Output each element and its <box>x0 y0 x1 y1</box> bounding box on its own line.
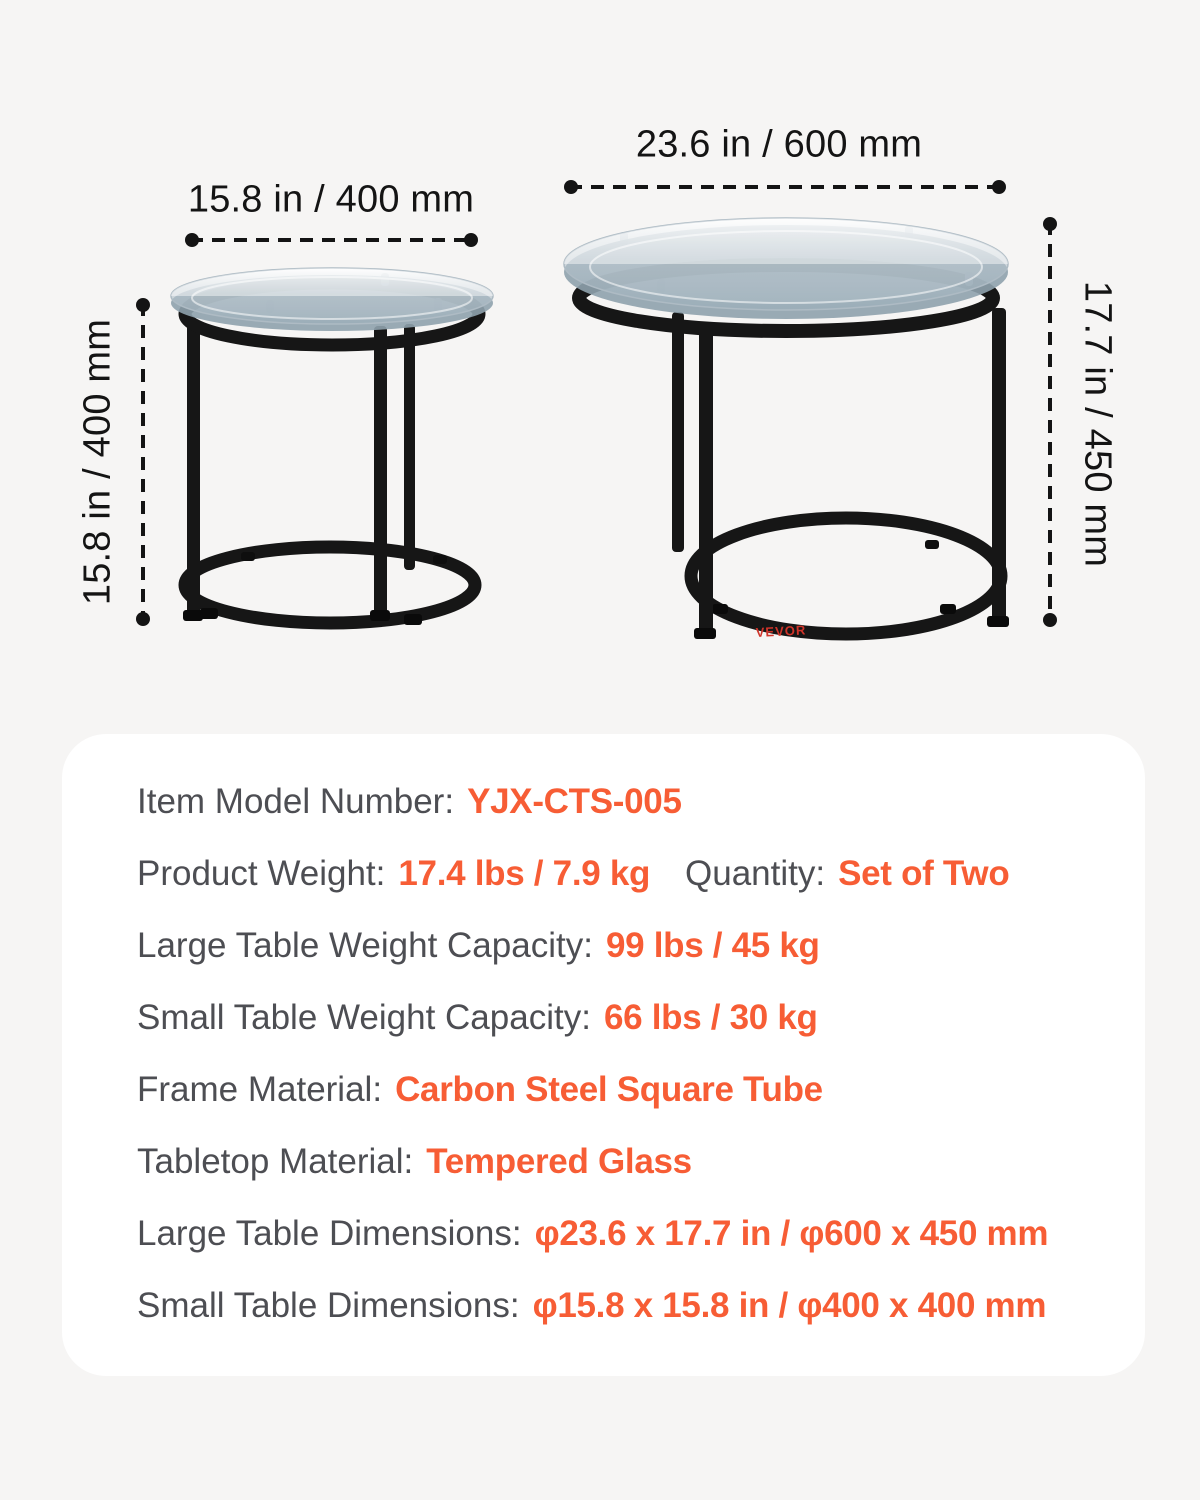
spec-row-large-dimensions <box>137 1213 1115 1255</box>
large-table <box>564 218 1009 640</box>
product-weight-pair <box>137 853 685 895</box>
spec-value: YJX-CTS-005 <box>467 782 682 821</box>
vevor-logo: VEVOR <box>755 622 807 640</box>
small-table-width-label: 15.8 in / 400 mm <box>187 178 475 221</box>
spec-label: Item Model Number: <box>137 782 455 821</box>
spec-value: φ23.6 x 17.7 in / φ600 x 450 mm <box>534 1214 1049 1253</box>
spec-label: Tabletop Material: <box>137 1142 414 1181</box>
spec-label: Frame Material: <box>137 1070 383 1109</box>
large-table-height-label: 17.7 in / 450 mm <box>1076 280 1119 568</box>
small-table-height-dimension-line <box>141 303 145 621</box>
spec-label: Large Table Dimensions: <box>137 1214 522 1253</box>
large-table-width-label: 23.6 in / 600 mm <box>635 123 923 166</box>
product-diagram <box>0 0 1200 730</box>
spec-value: Tempered Glass <box>426 1142 692 1181</box>
nesting-tables-illustration <box>0 0 1200 730</box>
spec-value: φ15.8 x 15.8 in / φ400 x 400 mm <box>532 1286 1047 1325</box>
small-table-width-dimension-line <box>190 238 473 242</box>
spec-row-small-dimensions <box>137 1285 1115 1327</box>
spec-panel <box>62 734 1145 1376</box>
spec-label: Large Table Weight Capacity: <box>137 926 593 965</box>
spec-label: Small Table Dimensions: <box>137 1286 520 1325</box>
spec-value: 17.4 lbs / 7.9 kg <box>398 854 651 893</box>
spec-row-frame-material <box>137 1069 1115 1111</box>
large-table-height-dimension-line <box>1048 222 1052 622</box>
spec-row-small-capacity <box>137 997 1115 1039</box>
small-table-height-label: 15.8 in / 400 mm <box>76 318 119 606</box>
spec-value: 66 lbs / 30 kg <box>603 998 818 1037</box>
spec-value: 99 lbs / 45 kg <box>605 926 820 965</box>
large-table-width-dimension-line <box>569 185 1001 189</box>
spec-label: Small Table Weight Capacity: <box>137 998 591 1037</box>
spec-label: Quantity: <box>685 854 826 893</box>
spec-label: Product Weight: <box>137 854 386 893</box>
spec-row-tabletop-material <box>137 1141 1115 1183</box>
small-table <box>171 268 493 625</box>
spec-value: Carbon Steel Square Tube <box>395 1070 823 1109</box>
spec-row-large-capacity <box>137 925 1115 967</box>
quantity-pair <box>685 853 1009 895</box>
spec-row-model-number <box>137 781 1115 823</box>
spec-value: Set of Two <box>838 854 1010 893</box>
spec-row-weight-quantity <box>137 853 1115 895</box>
